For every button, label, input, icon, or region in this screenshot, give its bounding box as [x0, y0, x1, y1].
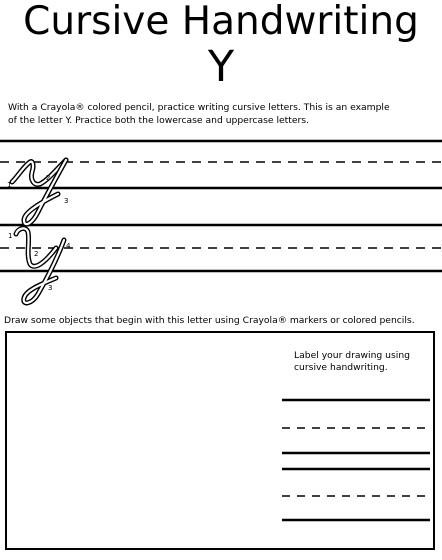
label-line-2: cursive handwriting.	[294, 362, 388, 373]
uppercase-stroke-number-1: 1	[8, 232, 13, 240]
lowercase-stroke-number-3: 3	[64, 197, 69, 205]
lowercase-stroke-number-2: 2	[46, 174, 51, 182]
uppercase-stroke-number-2: 2	[34, 250, 39, 258]
label-instructions	[294, 350, 434, 374]
lowercase-stroke-number-1: 1	[7, 181, 12, 189]
intro-text	[8, 101, 438, 127]
lowercase-y-example	[12, 160, 69, 224]
drawing-prompt: Draw some objects that begin with this letter using Crayola® markers or colored pencils.	[4, 315, 415, 326]
label-writing-lines[interactable]	[278, 390, 434, 530]
page-letter: Y	[207, 42, 235, 92]
uppercase-y-example	[16, 228, 64, 303]
practice-lines	[0, 130, 442, 310]
uppercase-stroke-number-3: 3	[48, 284, 53, 292]
uppercase-stroke-number-4: 4	[66, 242, 71, 250]
intro-line-1: With a Crayola® colored pencil, practice writing cursive letters. This is an example	[8, 102, 390, 113]
intro-line-2: of the letter Y. Practice both the lowercase and uppercase letters.	[8, 115, 309, 126]
page-title: Cursive Handwriting	[23, 0, 419, 44]
label-line-1: Label your drawing using	[294, 350, 410, 361]
